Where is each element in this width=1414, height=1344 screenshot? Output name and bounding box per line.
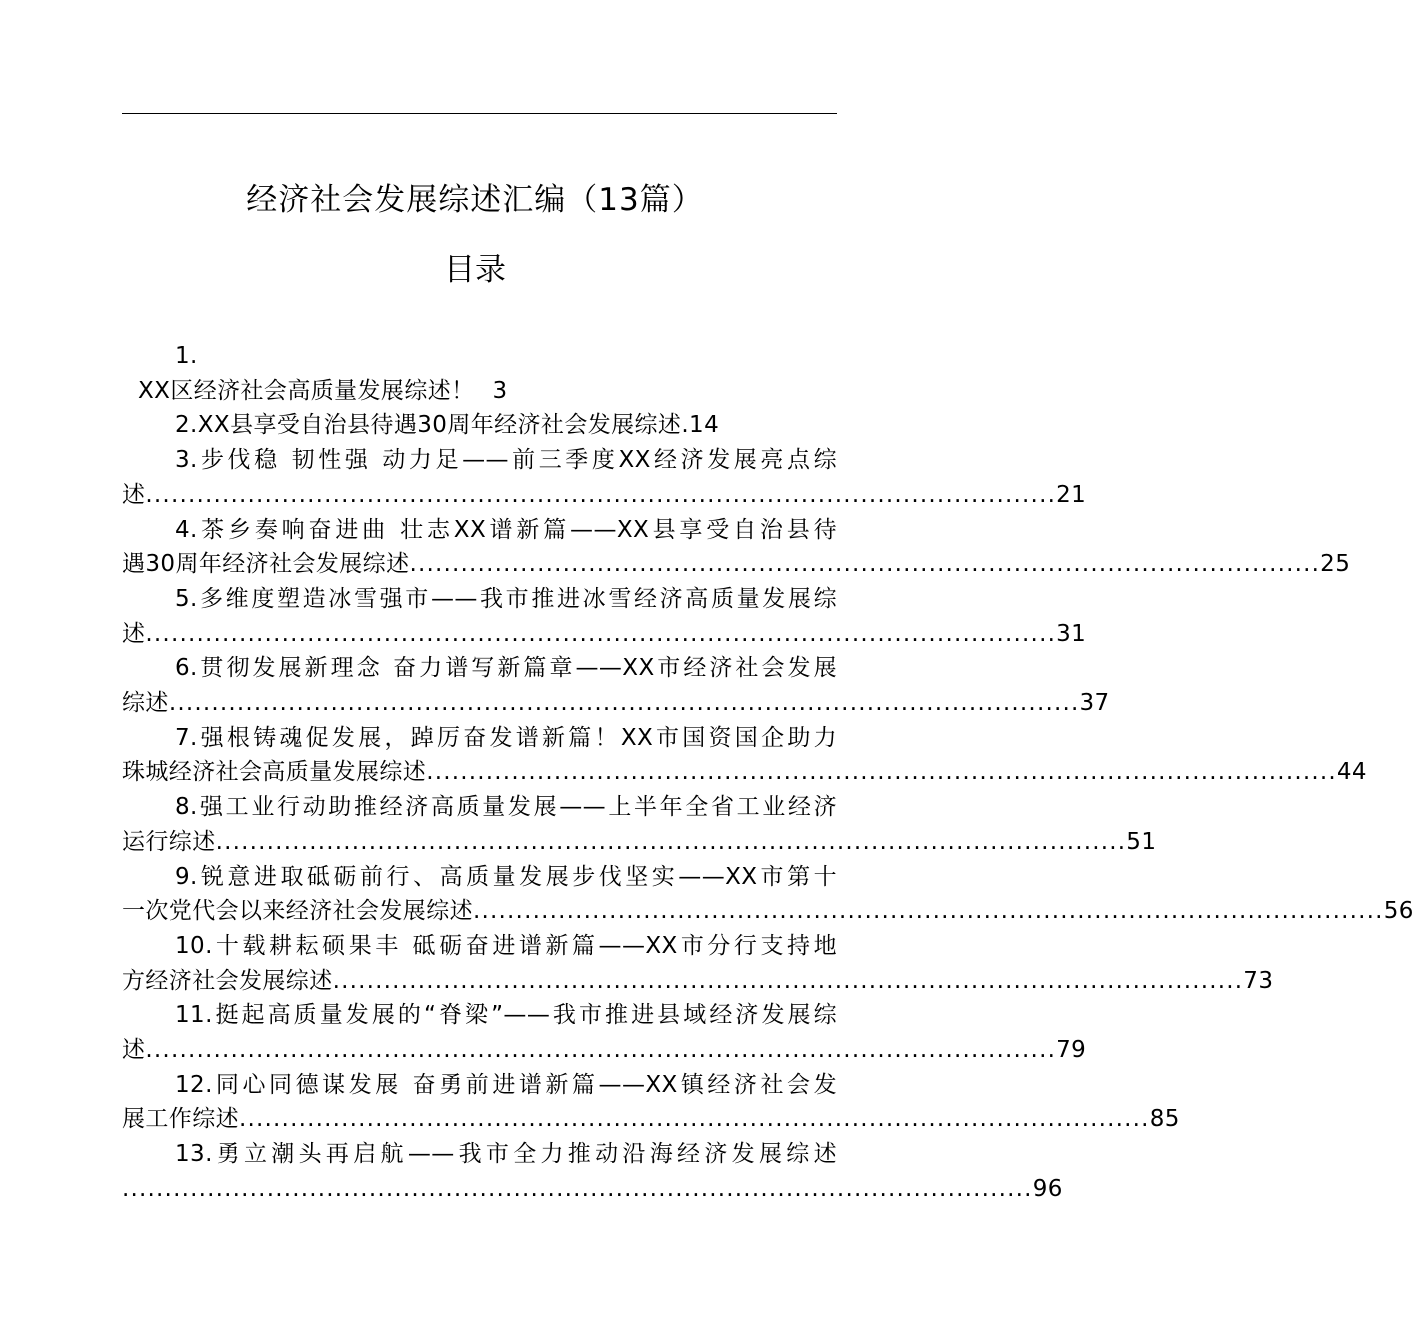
toc-entry-title-cont: 综述: [122, 690, 169, 717]
toc-entry-number: 7.: [175, 724, 198, 751]
toc-entry-7[interactable]: [122, 721, 1367, 790]
dot-leader: ...........................................................................................................: [145, 481, 1057, 508]
toc-entry-number: 2.: [175, 412, 198, 439]
toc-entry-number: 13.: [175, 1141, 213, 1168]
toc-entry-number: 10.: [175, 932, 213, 959]
toc-entry-title: XX区经济社会高质量发展综述！: [138, 377, 475, 404]
toc-page-number: 51: [1126, 828, 1157, 855]
toc-entry-title: XX县享受自治县待遇30周年经济社会发展综述.: [197, 412, 690, 439]
toc-entry-title: 茶乡奏响奋进曲 壮志XX谱新篇——XX县享受自治县待: [197, 516, 837, 543]
toc-entry-number: 9.: [175, 863, 198, 890]
toc-entry-number: 5.: [175, 585, 198, 612]
toc-entry-title-cont: 珠城经济社会高质量发展综述: [122, 759, 427, 786]
dot-leader: ...........................................................................................................: [145, 1037, 1057, 1064]
toc-page-number: 73: [1243, 967, 1274, 994]
toc-entry-title-cont: 展工作综述: [122, 1106, 239, 1133]
dot-leader: ...........................................................................................................: [426, 759, 1337, 786]
toc-page-number: 96: [1032, 1175, 1063, 1202]
toc-entry-title-cont: 述: [122, 620, 146, 647]
toc-page-number: 44: [1336, 759, 1367, 786]
toc-entry-11[interactable]: [122, 998, 1087, 1067]
header-rule: [122, 113, 837, 114]
toc-entry-title: 步伐稳 韧性强 动力足——前三季度XX经济发展亮点综: [197, 447, 837, 474]
toc-entry-title-cont: 遇30周年经济社会发展综述: [122, 551, 410, 578]
toc-entry-title: 勇立潮头再启航——我市全力推动沿海经济发展综述: [212, 1141, 837, 1168]
toc-entry-4[interactable]: [122, 513, 1351, 582]
toc-entry-title: 挺起高质量发展的“脊梁”——我市推进县域经济发展综: [212, 1002, 837, 1029]
toc-entry-1[interactable]: [122, 339, 837, 408]
toc-entry-title-cont: 述: [122, 1037, 146, 1064]
toc-entry-title-cont: 运行综述: [122, 828, 216, 855]
toc-entry-title: 强根铸魂促发展，踔厉奋发谱新篇！XX市国资国企助力: [197, 724, 837, 751]
toc-entry-title-cont: 一次党代会以来经济社会发展综述: [122, 898, 473, 925]
toc-page-number: 14: [689, 412, 720, 439]
toc-page-number: 56: [1383, 898, 1414, 925]
toc-entry-number: 3.: [175, 447, 198, 474]
toc-entry-number: 4.: [175, 516, 198, 543]
table-of-contents: [122, 339, 1414, 1207]
toc-entry-title-cont: 方经济社会发展综述: [122, 967, 333, 994]
toc-page-number: 31: [1056, 620, 1087, 647]
toc-entry-12[interactable]: [122, 1068, 1180, 1137]
toc-entry-6[interactable]: [122, 651, 1110, 720]
toc-entry-2[interactable]: [122, 408, 837, 443]
toc-page-number: 37: [1079, 690, 1110, 717]
toc-entry-title: 锐意进取砥砺前行、高质量发展步伐坚实——XX市第十: [197, 863, 837, 890]
toc-page-number: 21: [1056, 481, 1087, 508]
toc-entry-3[interactable]: [122, 443, 1087, 512]
toc-entry-10[interactable]: [122, 929, 1274, 998]
toc-entry-title: 多维度塑造冰雪强市——我市推进冰雪经济高质量发展综: [197, 585, 837, 612]
dot-leader: ...........................................................................................................: [215, 828, 1127, 855]
dot-leader: ...........................................................................................................: [409, 551, 1321, 578]
toc-page-number: 85: [1149, 1106, 1180, 1133]
toc-entry-title-cont: 述: [122, 481, 146, 508]
dot-leader: ...........................................................................................................: [473, 898, 1384, 925]
toc-heading: 目录: [444, 252, 506, 288]
dot-leader: ...........................................................................................................: [168, 690, 1080, 717]
toc-page-number: 3: [492, 377, 508, 404]
toc-entry-9[interactable]: [122, 860, 1414, 929]
toc-entry-number: 1.: [175, 343, 198, 369]
dot-leader: ...........................................................................................................: [145, 620, 1057, 647]
toc-entry-title: 同心同德谋发展 奋勇前进谱新篇——XX镇经济社会发: [212, 1071, 837, 1098]
toc-entry-number: 8.: [175, 794, 198, 821]
toc-entry-number: 6.: [175, 655, 198, 682]
toc-entry-title: 强工业行动助推经济高质量发展——上半年全省工业经济: [197, 794, 837, 821]
toc-entry-number: 12.: [175, 1071, 213, 1098]
toc-entry-8[interactable]: [122, 790, 1157, 859]
dot-leader: ...........................................................................................................: [332, 967, 1244, 994]
document-title: 经济社会发展综述汇编（13篇）: [246, 182, 704, 218]
toc-entry-13[interactable]: [122, 1137, 1063, 1206]
dot-leader: ...........................................................................................................: [239, 1106, 1150, 1133]
toc-entry-number: 11.: [175, 1002, 213, 1029]
toc-entry-title: 十载耕耘硕果丰 砥砺奋进谱新篇——XX市分行支持地: [212, 932, 837, 959]
dot-leader: ...........................................................................................................: [122, 1175, 1033, 1202]
toc-entry-5[interactable]: [122, 582, 1087, 651]
toc-page-number: 25: [1320, 551, 1351, 578]
toc-page-number: 79: [1056, 1037, 1087, 1064]
toc-entry-title: 贯彻发展新理念 奋力谱写新篇章——XX市经济社会发展: [197, 655, 837, 682]
